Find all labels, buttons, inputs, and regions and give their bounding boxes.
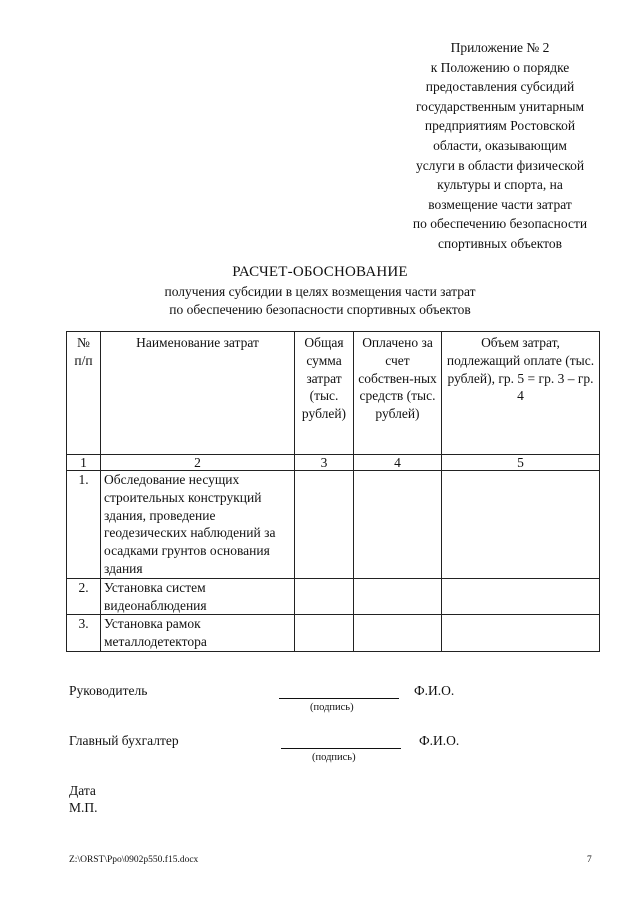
appendix-line: по обеспечению безопасности xyxy=(412,216,588,232)
row-payable-cell xyxy=(442,615,600,652)
head-label: Руководитель xyxy=(69,683,148,698)
footer-file-path: Z:\ORST\Ppo\0902p550.f15.docx xyxy=(69,855,199,865)
table-row xyxy=(67,615,600,652)
row-own-funds-cell xyxy=(354,578,442,615)
row-payable-cell xyxy=(442,578,600,615)
head-signature-hint: (подпись) xyxy=(310,702,354,713)
appendix-line: области, оказывающим xyxy=(433,137,567,153)
header-name: Наименование затрат xyxy=(101,332,295,455)
row-own-funds-cell xyxy=(354,471,442,579)
row-cost-name: Обследование несущих строительных конструкций здания, проведение геодезических наблюдений за осадками грунтов основания здания xyxy=(101,471,295,579)
column-number: 4 xyxy=(354,455,442,471)
appendix-line: государственным унитарным xyxy=(415,98,585,114)
appendix-line: предприятиям Ростовской xyxy=(424,118,576,134)
table-row xyxy=(67,578,600,615)
appendix-line: культуры и спорта, на xyxy=(437,177,563,193)
column-number: 1 xyxy=(67,455,101,471)
appendix-line: возмещение части затрат xyxy=(428,196,572,212)
cost-table xyxy=(66,331,600,652)
column-number: 5 xyxy=(442,455,600,471)
subtitle-line: получения субсидии в целях возмещения части затрат xyxy=(164,284,476,299)
accountant-signature-line xyxy=(281,748,401,749)
row-total-cell xyxy=(295,471,354,579)
row-total-cell xyxy=(295,578,354,615)
appendix-line: спортивных объектов xyxy=(438,235,562,251)
accountant-label: Главный бухгалтер xyxy=(69,733,179,748)
subtitle-line: по обеспечению безопасности спортивных объектов xyxy=(169,301,471,317)
row-payable-cell xyxy=(442,471,600,579)
row-number: 3. xyxy=(67,615,101,652)
table-row xyxy=(67,471,600,579)
date-label: Дата xyxy=(69,783,96,798)
header-number: № п/п xyxy=(67,332,101,455)
row-number: 2. xyxy=(67,578,101,615)
stamp-label: М.П. xyxy=(69,800,98,815)
column-number: 3 xyxy=(295,455,354,471)
head-signature-line xyxy=(279,698,399,699)
appendix-line: предоставления субсидий xyxy=(425,79,575,95)
row-own-funds-cell xyxy=(354,615,442,652)
accountant-signature-hint: (подпись) xyxy=(312,752,356,763)
row-cost-name: Установка рамок металлодетектора xyxy=(101,615,295,652)
column-number-row xyxy=(67,455,600,471)
row-cost-name: Установка систем видеонаблюдения xyxy=(101,578,295,615)
row-total-cell xyxy=(295,615,354,652)
footer-page-number: 7 xyxy=(587,855,592,865)
header-payable: Объем затрат, подлежащий оплате (тыс. рублей), гр. 5 = гр. 3 – гр. 4 xyxy=(442,332,600,455)
appendix-line: услуги в области физической xyxy=(415,157,585,173)
header-total: Общая сумма затрат (тыс. рублей) xyxy=(295,332,354,455)
column-number: 2 xyxy=(101,455,295,471)
appendix-line: Приложение № 2 xyxy=(450,40,550,55)
appendix-line: к Положению о порядке xyxy=(430,59,570,75)
head-fio: Ф.И.О. xyxy=(414,683,455,698)
document-title: РАСЧЕТ-ОБОСНОВАНИЕ xyxy=(232,264,408,280)
document-subtitle xyxy=(0,283,640,318)
table-header-row xyxy=(67,332,600,455)
appendix-header xyxy=(396,38,604,254)
accountant-fio: Ф.И.О. xyxy=(419,733,460,748)
header-own-funds: Оплачено за счет собствен-ных средств (тыс. рублей) xyxy=(354,332,442,455)
row-number: 1. xyxy=(67,471,101,579)
